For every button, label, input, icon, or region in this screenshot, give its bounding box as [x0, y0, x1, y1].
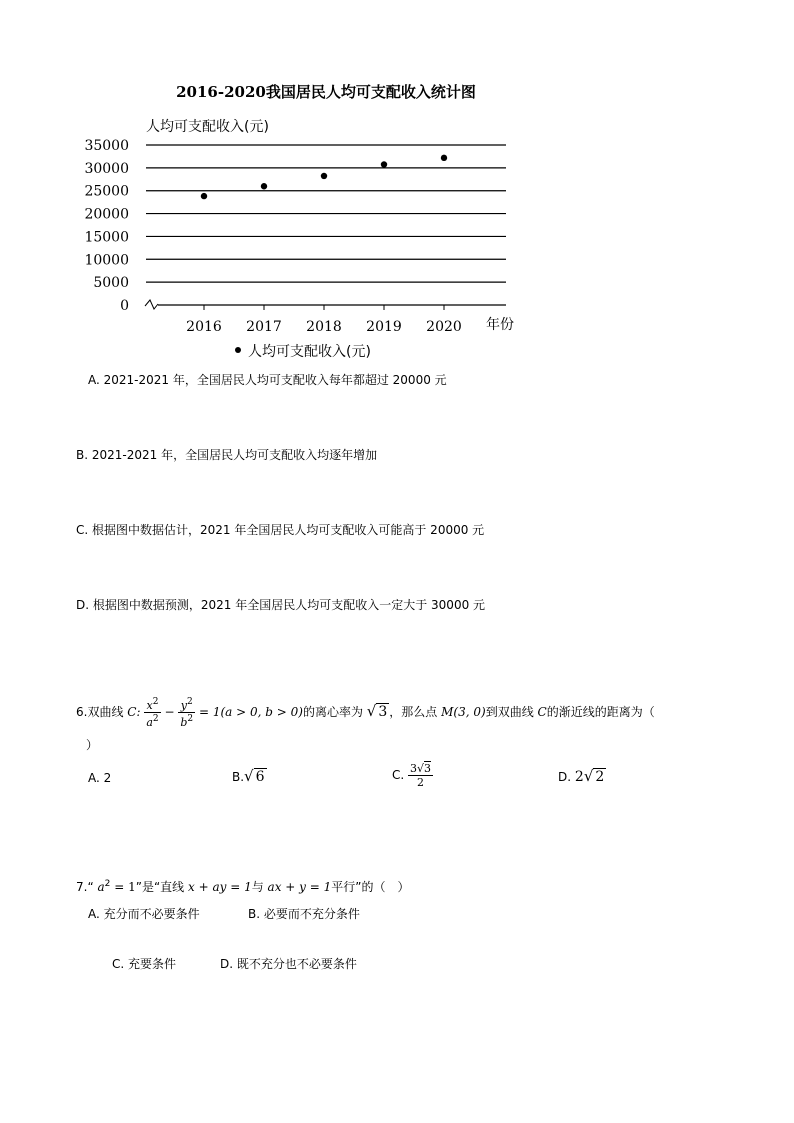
- x-tick-labels: [186, 305, 462, 335]
- q7-quote-close: ”: [135, 880, 142, 894]
- q6-option-d-sqrt: √: [583, 767, 594, 785]
- q6-option-d-label: D.: [558, 770, 572, 784]
- q6-fx-den-exp: 2: [152, 714, 159, 724]
- q6-text-4: 到双曲线: [485, 705, 534, 719]
- legend-label: 人均可支配收入(元): [248, 344, 371, 360]
- q6-colon: :: [136, 705, 141, 719]
- x-tick-label: 2017: [246, 319, 282, 335]
- q6-minus: −: [164, 705, 175, 719]
- q5-option-b: B. 2021-2021 年，全国居民人均可支配收入均逐年增加: [76, 448, 378, 462]
- q6-option-a: A. 2: [88, 771, 112, 785]
- q6-text-5: 的渐近线的距离为（: [546, 705, 655, 719]
- q6-text-3: ，那么点: [389, 705, 438, 719]
- x-tick-label: 2018: [306, 319, 342, 335]
- q7-eq: = 1: [114, 880, 136, 894]
- gridlines: [146, 145, 506, 305]
- q6-fy-den: b: [180, 716, 188, 729]
- q5-option-c: C. 根据图中数据估计，2021 年全国居民人均可支配收入可能高于 20000 元: [76, 523, 485, 537]
- q7-quote-open: “: [87, 880, 94, 894]
- q7-option-c: C. 充要条件: [112, 957, 177, 971]
- data-point: [321, 173, 327, 179]
- q6-option-b-radicand: 6: [255, 769, 265, 785]
- q5-option-d: D. 根据图中数据预测，2021 年全国居民人均可支配收入一定大于 30000 元: [76, 598, 486, 612]
- q6-text-2: 的离心率为: [302, 705, 363, 719]
- q6-option-d-coef: 2: [574, 769, 584, 785]
- q6-fx-num-exp: 2: [152, 697, 159, 707]
- data-point: [381, 161, 387, 167]
- q6-curve-name-2: C: [537, 705, 547, 719]
- q6-option-d-radicand: 2: [595, 769, 605, 785]
- q6-option-b-sqrt: √: [244, 767, 254, 785]
- q6-option-b-label: B.: [232, 770, 245, 784]
- q6-point-m: M(3, 0): [441, 705, 486, 719]
- q7-stem: [76, 878, 409, 895]
- q6-option-c-coef: 3: [410, 762, 418, 775]
- q7-text-2: 平行”的（ ）: [331, 880, 410, 894]
- y-tick-label: 15000: [84, 229, 129, 246]
- q7-line-1: x + ay = 1: [188, 880, 252, 894]
- q6-radicand: 3: [378, 704, 388, 720]
- q6-number: 6.: [76, 705, 88, 719]
- q6-sqrt-symbol: √: [366, 702, 377, 720]
- y-tick-label: 30000: [84, 160, 129, 177]
- q6-text-1: 双曲线: [87, 705, 124, 719]
- data-point: [441, 155, 447, 161]
- q7-text-1: 是“直线: [141, 880, 185, 894]
- legend-marker: [235, 347, 241, 353]
- y-tick-label: 10000: [84, 252, 129, 269]
- q7-a-exp: 2: [104, 879, 111, 889]
- q6-curve-name: C: [127, 705, 137, 719]
- q7-option-b: B. 必要而不充分条件: [248, 907, 360, 921]
- y-tick-label: 35000: [84, 138, 129, 154]
- data-points: [201, 155, 447, 200]
- q6-option-c-fraction: [408, 762, 433, 789]
- x-tick-label: 2020: [426, 319, 462, 335]
- y-axis-label: 人均可支配收入(元): [146, 119, 269, 135]
- q6-close-paren: ）: [86, 738, 99, 752]
- x-axis-label: 年份: [486, 317, 514, 333]
- data-point: [201, 193, 207, 199]
- y-tick-label: 25000: [84, 183, 129, 200]
- q7-number: 7.: [76, 880, 88, 894]
- y-tick-labels: [84, 138, 129, 314]
- y-tick-label: 5000: [93, 275, 129, 292]
- q6-option-c: [392, 762, 433, 789]
- q6-condition: = 1(a > 0, b > 0): [198, 705, 303, 719]
- q6-option-c-sqrt: √: [417, 762, 425, 775]
- q5-option-a: A. 2021-2021 年，全国居民人均可支配收入每年都超过 20000 元: [88, 373, 447, 387]
- y-tick-label: 20000: [84, 206, 129, 223]
- x-tick-label: 2016: [186, 319, 222, 335]
- q6-stem: [76, 694, 655, 729]
- q6-option-c-label: C.: [392, 768, 405, 782]
- q6-option-d: [558, 767, 606, 785]
- chart-title: 2016-2020我国居民人均可支配收入统计图: [176, 83, 476, 101]
- q6-fraction-y: [178, 696, 195, 729]
- q7-with: 与: [251, 880, 264, 894]
- y-tick-label: 0: [120, 298, 129, 314]
- q7-line-2: ax + y = 1: [267, 880, 332, 894]
- q6-fx-num: x: [146, 699, 153, 712]
- q6-fy-num-exp: 2: [187, 697, 193, 707]
- axis-break-mark: [145, 300, 158, 309]
- q6-option-b: [232, 767, 267, 785]
- q6-fraction-x: [144, 696, 160, 729]
- x-tick-label: 2019: [366, 319, 402, 335]
- data-point: [261, 183, 267, 189]
- q6-fx-den: a: [146, 716, 153, 729]
- q7-a: a: [97, 880, 105, 894]
- income-chart: [0, 0, 794, 370]
- q6-option-c-radicand: 3: [424, 762, 432, 775]
- q6-option-c-den: 2: [417, 776, 425, 789]
- q7-option-d: D. 既不充分也不必要条件: [220, 957, 357, 971]
- q6-fy-den-exp: 2: [187, 714, 194, 724]
- q6-fy-num: y: [180, 699, 187, 712]
- q7-option-a: A. 充分而不必要条件: [88, 907, 200, 921]
